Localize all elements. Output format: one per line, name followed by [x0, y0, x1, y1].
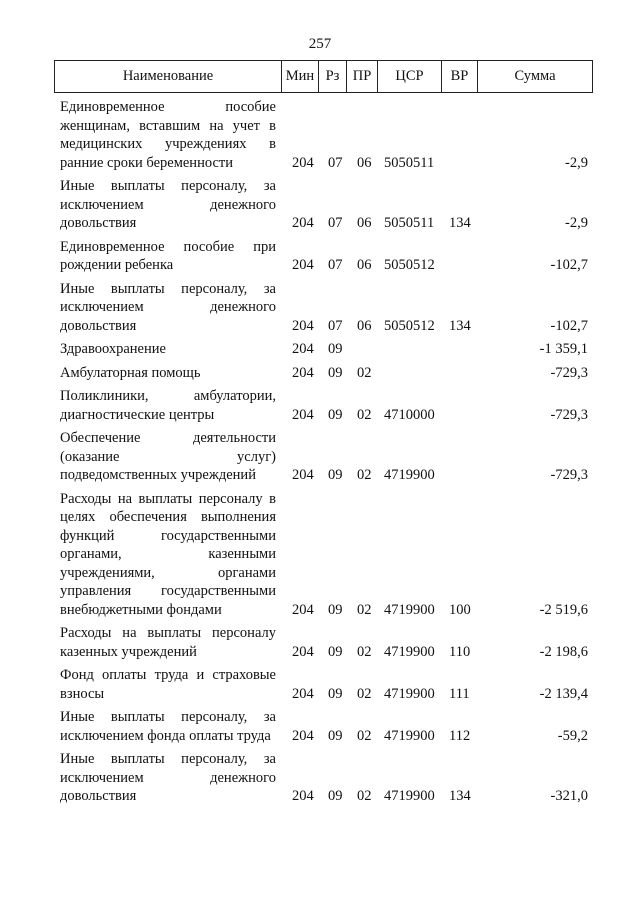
table-row: [0, 708, 640, 745]
row-sum: -729,3: [550, 364, 588, 381]
row-pr: 02: [357, 685, 372, 702]
row-vr: 134: [449, 317, 471, 334]
row-name: Поликлиники, амбулатории, диагностические центры: [60, 388, 276, 423]
row-rz: 07: [328, 154, 343, 171]
row-pr: 06: [357, 257, 372, 273]
row-csr: 5050511: [384, 215, 435, 231]
row-name: Иные выплаты персоналу, за исключением денежного довольствия: [60, 178, 276, 231]
row-vr: 112: [449, 727, 471, 744]
row-sum: -1 359,1: [539, 341, 588, 357]
column-header-name: Наименование: [55, 61, 282, 92]
row-min: 204: [292, 154, 314, 171]
row-rz: 09: [328, 788, 343, 804]
row-pr: 02: [357, 727, 372, 744]
row-min: 204: [292, 257, 314, 273]
row-rz: 09: [328, 643, 343, 660]
row-min: 204: [292, 317, 314, 334]
row-csr: 5050512: [384, 257, 435, 273]
row-pr: 02: [357, 788, 372, 804]
table-row: [0, 624, 640, 661]
row-name: Фонд оплаты труда и страховые взносы: [60, 667, 276, 702]
row-pr: 06: [357, 154, 372, 171]
row-name: Единовременное пособие при рождении ребенка: [60, 238, 276, 273]
row-csr: 5050512: [384, 317, 435, 334]
row-min: 204: [292, 643, 314, 660]
row-min: 204: [292, 685, 314, 702]
column-header-rz: Рз: [319, 61, 347, 92]
column-header-csr: ЦСР: [378, 61, 442, 92]
row-min: 204: [292, 601, 314, 618]
row-rz: 07: [328, 215, 343, 231]
row-sum: -2 519,6: [539, 601, 588, 618]
column-header-pr: ПР: [347, 61, 378, 92]
row-rz: 09: [328, 685, 343, 702]
row-csr: 4710000: [384, 406, 435, 423]
row-vr: 134: [449, 215, 471, 231]
row-min: 204: [292, 406, 314, 423]
table-row: [0, 340, 640, 359]
column-header-sum: Сумма: [514, 68, 556, 84]
row-sum: -2,9: [565, 215, 588, 231]
table-row: [0, 98, 640, 172]
row-name: Иные выплаты персоналу, за исключением денежного довольствия: [60, 751, 276, 804]
row-min: 204: [292, 364, 314, 381]
column-header-vr: ВР: [442, 61, 478, 92]
row-min: 204: [292, 467, 314, 483]
row-min: 204: [292, 727, 314, 744]
table-row: [0, 280, 640, 336]
row-rz: 07: [328, 317, 343, 334]
row-name: Обеспечение деятельности (оказание услуг) подведомственных учреждений: [60, 430, 276, 483]
row-min: 204: [292, 788, 314, 804]
row-name: Иные выплаты персоналу, за исключением фонда оплаты труда: [60, 709, 276, 744]
row-name: Здравоохранение: [60, 341, 166, 357]
row-vr: 110: [449, 643, 471, 660]
row-pr: 02: [357, 467, 372, 483]
table-row: [0, 364, 640, 383]
row-name: Иные выплаты персоналу, за исключением денежного довольствия: [60, 280, 276, 334]
row-rz: 09: [328, 341, 343, 357]
row-csr: 4719900: [384, 788, 435, 804]
row-csr: 4719900: [384, 727, 435, 744]
row-csr: 4719900: [384, 685, 435, 702]
row-rz: 09: [328, 467, 343, 483]
table-row: [0, 387, 640, 424]
row-sum: -59,2: [557, 727, 588, 744]
column-header-min: Мин: [282, 61, 319, 92]
row-pr: 02: [357, 643, 372, 660]
row-min: 204: [292, 341, 314, 357]
row-pr: 06: [357, 317, 372, 334]
row-csr: 5050511: [384, 154, 435, 171]
row-pr: 02: [357, 406, 372, 423]
table-row: [0, 490, 640, 620]
row-pr: 06: [357, 215, 372, 231]
table-body: [0, 98, 640, 811]
table-row: [0, 666, 640, 703]
row-min: 204: [292, 215, 314, 231]
row-rz: 09: [328, 727, 343, 744]
row-csr: 4719900: [384, 601, 435, 618]
row-sum: -2,9: [565, 154, 588, 171]
row-name: Единовременное пособие женщинам, вставшим на учет в медицинских учреждениях в ранние сроки беременности: [60, 99, 276, 171]
row-name: Расходы на выплаты персоналу казенных учреждений: [60, 625, 276, 660]
row-rz: 09: [328, 601, 343, 618]
table-row: [0, 750, 640, 806]
row-name: Амбулаторная помощь: [60, 364, 201, 381]
row-name: Расходы на выплаты персоналу в целях обеспечения выполнения функций государственными органами, казенными учреждениями, органами управления государственными внебюджетными фондами: [60, 490, 276, 618]
row-pr: 02: [357, 601, 372, 618]
row-rz: 09: [328, 364, 343, 381]
row-sum: -729,3: [550, 406, 588, 423]
row-pr: 02: [357, 364, 372, 381]
page-number: 257: [308, 36, 332, 52]
row-rz: 07: [328, 257, 343, 273]
row-sum: -102,7: [550, 257, 588, 273]
row-csr: 4719900: [384, 467, 435, 483]
row-sum: -729,3: [550, 467, 588, 483]
row-csr: 4719900: [384, 643, 435, 660]
row-sum: -102,7: [550, 317, 588, 334]
row-rz: 09: [328, 406, 343, 423]
row-vr: 100: [449, 601, 471, 618]
row-sum: -321,0: [550, 788, 588, 804]
table-row: [0, 429, 640, 485]
table-row: [0, 177, 640, 233]
row-vr: 134: [449, 788, 471, 804]
row-sum: -2 198,6: [539, 643, 588, 660]
row-vr: 111: [449, 685, 470, 702]
table-row: [0, 238, 640, 275]
table-header: [54, 60, 593, 93]
row-sum: -2 139,4: [539, 685, 588, 702]
